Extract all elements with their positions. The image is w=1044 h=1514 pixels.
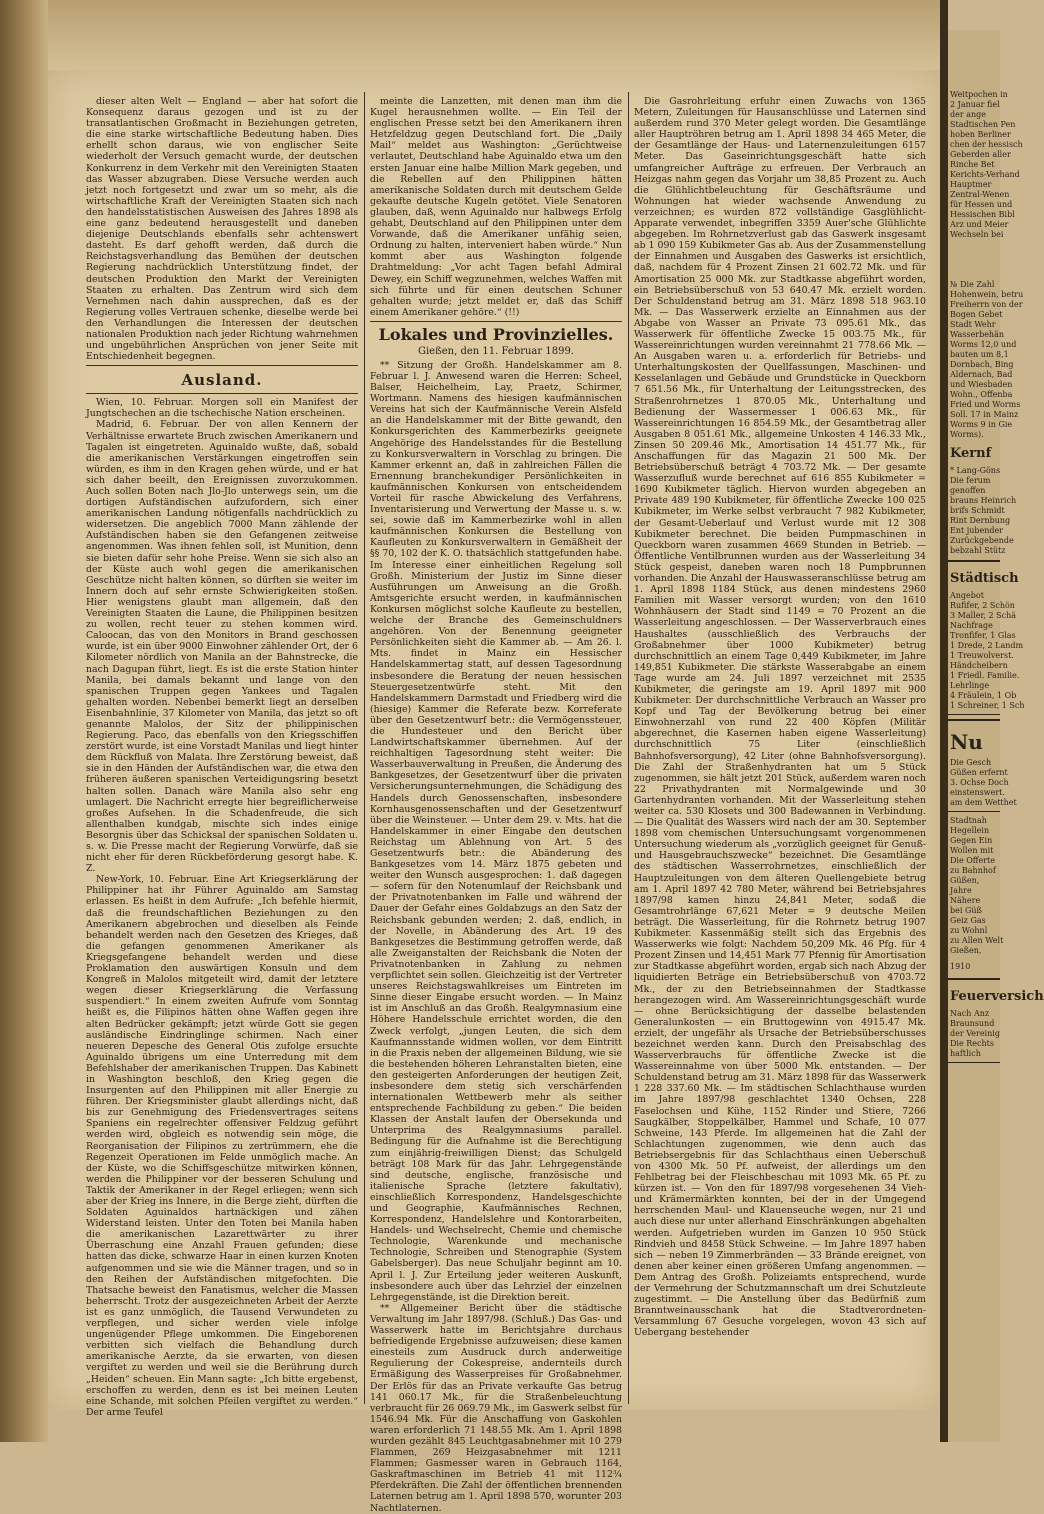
adjacent-heading: Nu bbox=[950, 730, 983, 754]
column-3 bbox=[634, 96, 926, 1339]
adjacent-text-line: Aldernach, Bad bbox=[950, 370, 1013, 379]
article-text: dieser alten Welt — England — aber hat sofort die Konsequenz daraus gezogen und ist zu der transatlantischen Großmacht in Beziehungen getreten, die eine starke wirtschaftliche Bedeutung haben. Dies erhellt schon daraus, wie von englischer Seite wiederholt der Versuch gemacht wurde, der deutschen Konkurrenz in dem Verkehr mit den Vereinigten Staaten das Wasser abzugraben. Diese Versuche werden auch jetzt noch fortgesetzt und zwar um so mehr, als die wirtschaftliche Kraft der Vereinigten Staaten sich nach den handelsstatistischen Ausweisen des Jahres 1898 als eine ganz bedeutend herausgestellt und daneben diejenige Deutschlands ebenfalls sehr achtenswert dasteht. Es darf gehofft werden, daß durch die Reichstagsverhandlung das Bemühen der deutschen Regierung nachdrücklich Unterstützung findet, der deutschen Produktion den Markt der Vereinigten Staaten zu erhalten. Das Zentrum wird sich dem Vernehmen nach dahin aussprechen, daß es der Regierung volles Vertrauen schenke, dieselbe werde bei den Verhandlungen die Interessen der deutschen nationalen Produktion nach jeder Richtung wahrnehmen und ungebührlichen Ansprüchen von jener Seite mit Entschiedenheit begegnen. bbox=[86, 96, 358, 363]
article-text: ** Sitzung der Großh. Handelskammer am 8. Februar l. J. Anwesend waren die Herren: Scheel, Balser, Heichelheim, Lay, Praetz, Schirmer, Wortmann. Namens des hiesigen kaufmännischen Vereins hat sich der Kaufmännische Verein Alsfeld an die Handelskammer mit der Bitte gewandt, den Konkursgerichten des Kammerbezirks geeignete Angehörige des Handelsstandes für die Bestellung zu Konkursverwaltern in Vorschlag zu bringen. Die Kammer erkennt an, daß in zahlreichen Fällen die Ernennung branchekundiger Persönlichkeiten in kaufmännischen Konkursen von entscheidendem Vorteil für rasche Abwickelung des Verfahrens, Inventarisierung und Verwertung der Masse u. s. w. sei, sowie daß im Kammerbezirke wohl in allen kaufmännischen Konkursen die Bestellung von Kaufleuten zu Konkursverwaltern in Gemäßheit der §§ 70, 102 der K. O. thatsächlich stattgefunden habe. Im Interesse einer einheitlichen Regelung soll Großh. Ministerium der Justiz im Sinne dieser Ausführungen um Anweisung an die Großh. Amtsgerichte ersucht werden, in kaufmännischen Konkursen möglichst solche Kaufleute zu bestellen, welche der Branche des Gemeinschuldners angehören. Von der Benennung geeigneter Persönlichkeiten sieht die Kammer ab. — Am 26. l. Mts. findet in Mainz ein Hessischer Handelskammertag statt, auf dessen Tagesordnung insbesondere die Beratung der neuen hessischen Steuergesetzentwürfe steht. Mit den Handelskammern Darmstadt und Friedberg wird die (hiesige) Kammer die Referate bezw. Korreferate über den Gesetzentwurf betr.: die Vermögenssteuer, die Hundesteuer und den Bericht über Landwirtschaftskammer übernehmen. Auf der reichhaltigen Tagesordnung steht weiter: Die Wasserbauverwaltung in Preußen, die Änderung des Bankgesetzes, der Gesetzentwurf über die privaten Versicherungsunternehmungen, die Schädigung des Handels durch Genossenschaften, insbesondere Kornhausgenossenschaften und der Gesetzentwurf über die Weinsteuer. — Unter dem 29. v. Mts. hat die Handelskammer in einer Eingabe den deutschen Reichstag um Ablehnung von Art. 5 des Gesetzentwurfs betr.: die Abänderung des Bankgesetzes vom 14. März 1875 gebeten und weiter den Wunsch ausgesprochen: 1. daß dagegen — sofern für den Notenumlauf der Reichsbank und der Privatnotenbanken im Falle und während der Dauer der Gefahr eines Goldabzugs an den Satz der Reichsbank gebunden werden; 2. daß, endlich, in der Novelle, in Abänderung des Art. 19 des Bankgesetzes die Bestimmung getroffen werde, daß alle Zweiganstalten der Reichsbank die Noten der Privatnotenbanken in Zahlung zu nehmen verpflichtet sein sollen. Gleichzeitig ist der Vertreter unseres Reichstagswahlkreises um Eintreten im Sinne dieser Eingabe ersucht worden. — In Mainz ist im Anschluß an das Großh. Realgymnasium eine Höhere Handelsschule errichtet worden, die den Zweck verfolgt, „jungen Leuten, die sich dem Kaufmannsstande widmen wollen, vor dem Eintritt in die Praxis neben der allgemeinen Bildung, wie sie die bestehenden höheren Lehranstalten bieten, eine den gesteigerten Anforderungen der heutigen Zeit, insbesondere dem stetig sich verschärfenden internationalen Wettbewerb mehr als seither entsprechende Fachbildung zu geben.“ Die beiden Klassen der Anstalt laufen der Obersekunda und Unterprima des Realgymnasiums parallel. Bedingung für die Aufnahme ist die Berechtigung zum einjährig-freiwilligen Dienst; das Schulgeld beträgt 108 Mark für das Jahr. Lehrgegenstände sind deutsche, englische, französische und italienische Sprache (letztere fakultativ), einschließlich Korrespondenz, Handelsgeschichte und Geographie, Kaufmännisches Rechnen, Korrespondenz, Handelslehre und Kontorarbeiten, Handels- und Wechselrecht, Chemie und chemische Technologie, Warenkunde und mechanische Technologie, Schreiben und Stenographie (System Gabelsberger). Das neue Schuljahr beginnt am 10. April l. J. Zur Erteilung jeder weiteren Auskunft, insbesondere auch über das Lehrziel der einzelnen Lehrgegenstände, ist die Direktion bereit. bbox=[370, 359, 622, 1303]
adjacent-text-line: der ange bbox=[950, 110, 986, 119]
adjacent-text-line: Angebot bbox=[950, 591, 984, 600]
adjacent-text-line: Gegen Ein bbox=[950, 836, 993, 845]
dateline: Gießen, den 11. Februar 1899. bbox=[417, 345, 574, 357]
adjacent-year: 1910 bbox=[950, 962, 971, 971]
adjacent-text-line: hoben Berliner bbox=[950, 130, 1011, 139]
adjacent-text-line: 4 Fräulein, 1 Ob bbox=[950, 691, 1017, 700]
article-text: ** Allgemeiner Bericht über die städtische Verwaltung im Jahr 1897/98. (Schluß.) Das Gas- und Wasserwerk hatte im Berichtsjahre durchaus befriedigende Ergebnisse aufzuweisen; diese kamen einesteils zum Ausdruck durch anderweitige Regulierung der Cokespreise, andernteils durch Ermäßigung des Wasserpreises für Großabnehmer. Der Erlös für das an Private verkaufte Gas betrug 141 060.17 Mk., für die Straßenbeleuchtung verbraucht für 26 069.79 Mk., im Gaswerk selbst für 1546.94 Mk. Für die Anschaffung von Gaskohlen waren erforderlich 71 148.55 Mk. Am 1. April 1898 wurden gezählt 845 Leuchtgasabnehmer mit 10 279 Flammen, 269 Heizgasabnehmer mit 1211 Flammen; Gasmesser waren in Gebrauch 1164, Gaskraftmaschinen im Betrieb 41 mit 112¾ Pferdekräften. Die Zahl der öffentlichen brennenden Laternen betrug am 1. April 1898 570, worunter 203 Nachtlaternen. bbox=[370, 1302, 622, 1514]
adjacent-text-line: am dem Wetthet bbox=[950, 798, 1017, 807]
adjacent-text-line: der Vereinig bbox=[950, 1029, 1000, 1038]
adjacent-text-line: Lehrlinge bbox=[950, 681, 990, 690]
adjacent-text-line: 2 Januar fiel bbox=[950, 100, 1000, 109]
adjacent-text-line: zu Bahnhof bbox=[950, 866, 996, 875]
adjacent-text-line: Hauptmer bbox=[950, 180, 992, 189]
adjacent-text-line: zu Wohnl bbox=[950, 926, 988, 935]
adjacent-text-line: brauns Heinrich bbox=[950, 496, 1017, 505]
adjacent-text-line: Braunsund bbox=[950, 1019, 995, 1028]
section-rule bbox=[86, 393, 358, 394]
adjacent-text-line: Nach Anz bbox=[950, 1009, 990, 1018]
adjacent-text-line: bei Güß bbox=[950, 906, 982, 915]
article-text: meinte die Lanzetten, mit denen man ihm die Kugel herausnehmen wollte. — Ein Teil der englischen Presse setzt bei den Amerikanern ihren Hetzfeldzug gegen Deutschland fort. Die „Daily Mail“ meldet aus Washington: „Gerüchtweise verlautet, Deutschland habe Aguinaldo etwa um den ersten Januar eine halbe Million Mark gegeben, und die Rebellen auf den Philippinen hätten amerikanische Soldaten durch mit deutschem Gelde gekaufte deutsche Kugeln getötet. Viele Senatoren glauben, daß, wenn Aguinaldo nur halbwegs Erfolg gehabt, Deutschland auf den Philippinen unter dem Vorwande, daß die Amerikaner unfähig seien, Ordnung zu halten, interveniert haben würde.“ Nun kommt aber aus Washington folgende Drahtmeldung: „Vor acht Tagen befahl Admiral Dewey, ein Schiff wegzunehmen, welches Waffen mit sich führte und für einen deutschen Schuner gehalten wurde; jetzt meldet er, daß das Schiff einem Amerikaner gehöre.“ (!!) bbox=[370, 96, 622, 318]
adjacent-text-line: zu Allen Welt bbox=[950, 936, 1004, 945]
adjacent-heading: Städtisch bbox=[950, 571, 1019, 586]
adjacent-text-line: Die Rechts bbox=[950, 1039, 994, 1048]
adjacent-text-line: Weitpochen in bbox=[950, 90, 1008, 99]
adjacent-text-line: Arz und Meier bbox=[950, 220, 1009, 229]
adjacent-heading: Feuerversich bbox=[950, 989, 1044, 1004]
adjacent-text-line: Ent jubender bbox=[950, 526, 1004, 535]
adjacent-text-line: Rinche Bet bbox=[950, 160, 995, 169]
adjacent-text-line: Rint Dernbung bbox=[950, 516, 1011, 525]
adjacent-text-line: Güßen, bbox=[950, 876, 980, 885]
page-binding bbox=[0, 0, 48, 1442]
column-1 bbox=[86, 96, 358, 1418]
adjacent-text-line: Die Gesch bbox=[950, 758, 992, 767]
adjacent-text-line: Stadtnah bbox=[950, 816, 987, 825]
adjacent-text-line: Zurückgebende bbox=[950, 536, 1014, 545]
adjacent-text-line: einstenswert. bbox=[950, 788, 1005, 797]
adjacent-text-line: Wollen mit bbox=[950, 846, 994, 855]
adjacent-text-line: Bogen Gebet bbox=[950, 310, 1003, 319]
adjacent-page-edge bbox=[948, 30, 1044, 1442]
adjacent-text-line: brifs Schmidt bbox=[950, 506, 1005, 515]
adjacent-text-line: haftlich bbox=[950, 1049, 981, 1058]
adjacent-text-line: Freiherrn von der bbox=[950, 300, 1023, 309]
adjacent-text-line: Gießen, bbox=[950, 946, 982, 955]
section-heading-ausland: Ausland. bbox=[181, 371, 263, 390]
adjacent-text-top bbox=[948, 90, 1023, 240]
adjacent-text-nu bbox=[948, 758, 1017, 808]
adjacent-text-line: Geberden aller bbox=[950, 150, 1011, 159]
adjacent-text-line: Wechseln bei bbox=[950, 230, 1004, 239]
column-divider bbox=[364, 92, 365, 1404]
adjacent-text-line: Fried und Worms bbox=[950, 400, 1021, 409]
adjacent-text-line: Zentral-Wenen bbox=[950, 190, 1010, 199]
adjacent-text-line: 1 Friedl. Familie. bbox=[950, 671, 1020, 680]
adjacent-text-line: Die ferum bbox=[950, 476, 991, 485]
article-text: Madrid, 6. Februar. Der von allen Kennern der Verhältnisse erwartete Bruch zwischen Amerikanern und Tagalen ist eingetreten. Aguinaldo wußte, daß, sobald die amerikanischen Verstärkungen eingetroffen sein würden, es ihm in den Kragen gehen würde, und er hat sich daher beeilt, den Ereignissen zuvorzukommen. Auch sollen Boten nach Jlo-Jlo unterwegs sein, um die dortigen Aufständischen aufzufordern, sich einer amerikanischen Landung nötigenfalls nachdrücklich zu widersetzen. Die angeblich 7000 Mann zählende der Aufständischen haben sie den Gefangenen zeitweise angenommen. Was ihnen fehlen soll, ist Munition, denn sie bieten dafür sehr hohe Preise. Wenn sie sich also an der Küste auch wohl gegen die amerikanischen Geschütze nicht halten können, so dürften sie weiter im Innern doch auf sehr ernste Schwierigkeiten stoßen. Hier wenigstens glaubt man allgemein, daß den Vereinigten Staaten die Laune, die Philippinen besitzen zu wollen, recht teuer zu stehen kommen wird. Caloocan, das von den Monitors in Brand geschossen wurde, ist ein über 9000 Einwohner zählender Ort, der 6 Kilometer nördlich von Manila an der Bahnstrecke, die nach Dagupan führt, liegt. Es ist die erste Station hinter Manila, bei damals bekannt und lange von den spanischen Truppen gegen Yankees und Tagalen gehalten worden. Nebenbei bemerkt liegt an derselben Eisenbahnlinie, 37 Kilometer von Manila, das jetzt so oft genannte Malolos, der Sitz der philippinischen Regierung. Paco, das ebenfalls von den Kriegsschiffen zerstört wurde, ist eine Vorstadt Manilas und liegt hinter dem Rückfluß von Malata. Ihre Zerstörung beweist, daß sie in den Händen der Aufständischen war, die etwa den früheren äußeren spanischen Verteidigungsring besetzt halten sollen. Danach wäre Manila also sehr eng umlagert. Die Nachricht erregte hier begreiflicherweise großes Aufsehen. In die Schadenfreude, die sich allenthalben kundgab, mischte sich indes einige Besorgnis über das Schicksal der spanischen Soldaten u. s. w. Die Presse macht der Regierung Vorwürfe, daß sie nicht eher für deren Rückbeförderung gesorgt habe. K. Z. bbox=[86, 419, 358, 875]
adjacent-text-line: Dornbach, Bing bbox=[950, 360, 1014, 369]
adjacent-text-line: Geiz Gas bbox=[950, 916, 986, 925]
adjacent-text-line: Worms 9 in Gie bbox=[950, 420, 1013, 429]
adjacent-text-line: * Lang-Göns bbox=[950, 466, 1001, 475]
page-top-edge bbox=[48, 0, 940, 70]
adjacent-text-market bbox=[948, 466, 1017, 556]
article-text: New-York, 10. Februar. Eine Art Kriegserklärung der Philippiner hat ihr Führer Aguinaldo am Samstag erlassen. Es heißt in dem Aufrufe: „Ich befehle hiermit, daß die freundschaftlichen Beziehungen zu den Amerikanern abgebrochen und dieselben als Feinde behandelt werden nach den Gesetzen des Krieges, daß die gefangen genommenen Amerikaner als Kriegsgefangene behandelt werden und diese Proklamation den auswärtigen Konsuln und dem Kongreß in Malolos mitgeteilt wird, damit der letztere wegen dieser Kriegserklärung die Verfassung suspendiert.“ In einem zweiten Aufrufe vom Sonntag heißt es, die Filipinos hätten ohne Waffen gegen ihre alten Bedrücker gekämpft; jetzt würde Gott sie gegen ausländische Eindringlinge schirmen. Nach einer neueren Depesche des General Otis zufolge ersuchte Aguinaldo übrigens um eine Unterredung mit dem Befehlshaber der amerikanischen Truppen. Das Kabinett in Washington beschloß, den Krieg gegen die Insurgenten auf den Philippinen mit aller Energie zu führen. Der Kriegsminister glaubt allerdings nicht, daß bis zur Genehmigung des Friedensvertrages seitens Spaniens ein regelrechter offensiver Feldzug geführt werden wird, obgleich es notwendig sein möge, die Reorganisation der Filipinos zu zertrümmern, ehe die Regenzeit Operationen im Felde unmöglich mache. An der Küste, wo die Schiffsgeschütze mitwirken können, werden die Philippiner vor der besseren Schulung und Taktik der Amerikaner in der Regel erliegen; wenn sich aber der Krieg ins Innere, in die Berge zieht, dürften die Soldaten Aguinaldos hartnäckigen und zähen Widerstand leisten. Unter den Toten bei Manila haben die amerikanischen Lazarettwärter zu ihrer Überraschung eine Anzahl Frauen gefunden; diese hatten das dicke, schwarze Haar in einen kurzen Knoten aufgenommen und sie wie die Männer tragen, und so in den Reihen der Aufständischen mitgefochten. Die Thatsache beweist den Fanatismus, welcher die Massen beherrscht. Trotz der ausgezeichneten Arbeit der Aerzte ist es ganz unmöglich, die Tausend Verwundeten zu verpflegen, und sicher werden viele infolge ungenügender Pflege umkommen. Die Eingeborenen verbitten sich vielfach die Behandlung durch amerikanische Aerzte, da sie erwarten, von diesen vergiftet zu werden und weil sie die Berührung durch „Heiden“ scheuen. Ein Mann sagte: „Ich bitte ergebenst, erschoffen zu werden, denn es ist bei meinen Leuten eine Schande, mit solchen Pfeilen vergiftet zu werden.“ Der arme Teufel bbox=[86, 874, 358, 1418]
adjacent-text-line: Nachfrage bbox=[950, 621, 993, 630]
adjacent-text-stadt bbox=[948, 591, 1025, 711]
column-2 bbox=[370, 96, 622, 1514]
adjacent-text-line: Rufifer, 2 Schön bbox=[950, 601, 1015, 610]
adjacent-text-line: und Wiesbaden bbox=[950, 380, 1013, 389]
section-heading-lokales: Lokales und Provinzielles. bbox=[378, 324, 614, 344]
adjacent-text-line: chen der hessisch bbox=[950, 140, 1023, 149]
adjacent-text-line: Stadtischen Pen bbox=[950, 120, 1016, 129]
adjacent-text-line: genoffen bbox=[950, 486, 986, 495]
article-text: Die Gasrohrleitung erfuhr einen Zuwachs von 1365 Metern, Zuleitungen für Hausanschlüsse und Laternen sind außerdem rund 370 Meter gelegt worden. Die Gesamtlänge aller Hauptröhren betrug am 1. April 1898 34 465 Meter, die der Gesamtlänge der Haus- und Laternenzuleitungen 6157 Meter. Das Gaseinrichtungsgeschäft hatte sich umfangreicher Aufträge zu erfreuen. Der Verbrauch an Heizgas nahm gegen das Vorjahr um 38,85 Prozent zu. Auch die Glühlichtbeleuchtung für Geschäftsräume und Wohnungen hat wieder wachsende Anwendung zu verzeichnen; es wurden 872 vollständige Gasglühlicht-Apparate verwendet, inbegriffen 3359 Auer'sche Glühlichte abgegeben. Im Rohrnetzverlust gab das Gaswerk insgesamt ab 1 090 159 Kubikmeter Gas ab. Aus der Zusammenstellung der Einnahmen und Ausgaben des Gaswerks ist ersichtlich, daß, nachdem für 4 Prozent Zinsen 21 602.72 Mk. und für Amortisation 25 000 Mk. zur Stadtkasse abgeführt worden, ein Betriebsüberschuß von 53 640.47 Mk. erzielt worden. Der Schuldenstand betrug am 31. März 1898 518 963.10 Mk. — Das Wasserwerk erzielte an Einnahmen aus der Abgabe von Wasser an Private 73 095.61 Mk., das Wasserwerk für öffentliche Zwecke 15 003.75 Mk., für Wassereinrichtungen wurden vereinnahmt 21 778.66 Mk. — An Ausgaben waren u. a. erforderlich für Betriebs- und Unterhaltungskosten der Quellfassungen, Maschinen- und Kesselanlagen und Gebäude und Grundstücke in Queckborn 7 651.56 Mk., für Unterhaltung der Leitungsstrecken, des Straßenrohrnetzes 1 870.05 Mk., Unterhaltung und Bedienung der Wassermesser 1 006.63 Mk., für Wassereinrichtungen 16 854.59 Mk., der Gesamtbetrag aller Ausgaben 8 051.61 Mk., allgemeine Unkosten 4 146.33 Mk., Zinsen 50 209.46 Mk., Amortisation 14 451.77 Mk., für Anschaffungen für das Magazin 21 500 Mk. Der Betriebsüberschuß beträgt 4 703.72 Mk. — Der gesamte Wasserzufluß wurde berechnet auf 616 855 Kubikmeter = 1690 Kubikmeter täglich. Hiervon wurden abgegeben an Private 489 190 Kubikmeter, für öffentliche Zwecke 100 025 Kubikmeter, im Werke selbst verbraucht 7 982 Kubikmeter, der Gesamt-Ueberlauf und Verlust wurde mit 12 308 Kubikmeter berechnet. Die beiden Pumpmaschinen in Queckborn waren zusammen 4669 Stunden in Betrieb. — Öffentliche Ventilbrunnen wurden aus der Wasserleitung 34 Stück gespeist, daneben waren noch 18 Pumpbrunnen vorhanden. Die Anzahl der Hauswasseranschlüsse betrug am 1. April 1898 1184 Stück, aus denen mindestens 2960 Familien mit Wasser versorgt wurden; von den 1610 Wohnhäusern der Stadt sind 1149 = 70 Prozent an die Wasserleitung angeschlossen. — Der Wasserverbrauch eines Haushaltes (ausschließlich des Verbrauchs der Großabnehmer über 1000 Kubikmeter) betrug durchschnittlich an einem Tage 0,449 Kubikmeter, im Jahre 149,851 Kubikmeter. Die stärkste Wasserabgabe an einem Tage wurde am 24. Juli 1897 verzeichnet mit 2535 Kubikmeter, die geringste am 19. April 1897 mit 900 Kubikmeter. Der durchschnittliche Verbrauch an Wasser pro Kopf und Tag der Bevölkerung betrug bei einer Einwohnerzahl von rund 22 400 Köpfen (Militär abgerechnet, die Kasernen haben eigene Wasserleitung) durchschnittlich 75 Liter (einschließlich Bahnhofsversorgung), 42 Liter (ohne Bahnhofsversorgung). Die Zahl der Straßenhydranten hat um 5 Stück zugenommen, sie hält jetzt 201 Stück, außerdem waren noch 22 Privathydranten mit Normalgewinde und 30 Gartenhydranten vorhanden. Mit der Wasserleitung stehen weiter ca. 530 Klosets und 300 Badewannen in Verbindung. — Die Qualität des Wassers wird nach der am 30. September 1898 vom chemischen Untersuchungsamt vorgenommenen Untersuchung wiederum als „vorzüglich geeignet für Genuß- und Hausgebrauchszwecke“ bezeichnet. Die Gesamtlänge des städtischen Wasserrohrnetzes, einschließlich der Hauptzuleitungen von dem älteren Quellengebiete betrug am 1. April 1897 42 780 Meter, während bei Betriebsjahres 1897/98 kamen hinzu 24,841 Meter, sodaß die Gesamtrohrlänge 67,621 Meter = 9 deutsche Meilen beträgt. Die Wasserleitung, für die Rohrnetz betrug 1907 Kubikmeter. Kassenmäßig stellt sich das Ergebnis des Wasserwerks wie folgt: Nachdem 50,209 Mk. 46 Pfg. für 4 Prozent Zinsen und 14,451 Mark 77 Pfennig für Amortisation zur Stadtkasse abgeführt worden, ergab sich nach Abzug der liquidierten Beträge ein Betriebsüberschuß von 4703.72 Mk., der zu den Betriebseinnahmen der Stadtkasse herangezogen wird. Am Wassereinrichtungsgeschäft wurde — ohne Berücksichtigung der dasselbe belastenden Generalunkosten — ein Bruttogewinn von 4915.47 Mk. erzielt, der ungefähr als Ursache der Betriebsüberschusses bezeichnet werden kann. Durch den Preisabschlag des Wasserverbrauchs für öffentliche Zwecke ist die Wassereinnahme von über 5000 Mk. entstanden. — Der Schuldenstand betrug am 31. März 1898 für das Wasserwerk 1 228 337.60 Mk. — Im städtischen Schlachthause wurden im Jahre 1897/98 geschlachtet 1340 Ochsen, 228 Faselochsen und Kühe, 1152 Rinder und Stiere, 7266 Saugkälber, Stoppelkälber, Hammel und Schafe, 10 077 Schweine, 143 Pferde. Im allgemeinen hat die Zahl der Schlachtungen zugenommen, wie denn auch das Betriebsergebnis für das Schlachthaus einen Ueberschuß von 4300 Mk. 50 Pf. aufweist, der allerdings um den Fehlbetrag bei der Fleischbeschau mit 1093 Mk. 65 Pf. zu kürzen ist. — Von den für 1897/98 vorgesehenen 34 Vieh- und Krämermärkten konnten, bei der in der Umgegend herrschenden Maul- und Klauenseuche wegen, nur 21 und auch diese nur unter allerhand Einschränkungen abgehalten werden. Aufgetrieben wurden im Ganzen 10 950 Stück Rindvieh und 8458 Stück Schweine. — Im Jahre 1897 haben sich — neben 19 Zimmerbränden — 33 Brände ereignet, von denen aber keiner einen größeren Umfang angenommen. — Dem Antrag des Großh. Polizeiamts entsprechend, wurde der Vermehrung der Schutzmannschaft um drei Schutzleute zugestimmt. — Die Anstellung über das Bedürfniß zum Branntweinausschank hat die Stadtverordneten-Versammlung 67 Gesuche vorgelegen, wovon 43 sich auf Uebergang bestehender bbox=[634, 96, 926, 1339]
adjacent-text-middle bbox=[948, 280, 1024, 440]
adjacent-text-line: 1 Treuwolverst. bbox=[950, 651, 1014, 660]
adjacent-text-line: Wohn., Offenba bbox=[950, 390, 1013, 399]
adjacent-text-line: Hessischen Bibl bbox=[950, 210, 1015, 219]
adjacent-text-line: Hegellein bbox=[950, 826, 990, 835]
adjacent-text-bottom bbox=[948, 816, 1004, 956]
adjacent-text-line: № Die Zahl bbox=[950, 280, 995, 289]
book-spine bbox=[940, 0, 948, 1442]
adjacent-text-line: 1 Schreiner, 1 Sch bbox=[950, 701, 1025, 710]
adjacent-text-line: für Hessen und bbox=[950, 200, 1013, 209]
adjacent-text-line: Wasserbehän bbox=[950, 330, 1004, 339]
adjacent-text-line: Jahre bbox=[950, 886, 972, 895]
adjacent-text-line: Händcheibern bbox=[950, 661, 1008, 670]
adjacent-text-line: 3 Maller, 2 Schä bbox=[950, 611, 1016, 620]
column-divider bbox=[628, 92, 629, 1404]
section-rule bbox=[370, 321, 622, 322]
adjacent-text-line: Güßen erfernt bbox=[950, 768, 1008, 777]
adjacent-text-line: Tronfifer, 1 Glas bbox=[950, 631, 1016, 640]
adjacent-text-line: Worms 12,0 und bbox=[950, 340, 1017, 349]
adjacent-text-line: Die Offerte bbox=[950, 856, 995, 865]
article-text: Wien, 10. Februar. Morgen soll ein Manifest der Jungtschechen an die tschechische Nation erscheinen. bbox=[86, 397, 358, 420]
adjacent-text-feuer bbox=[948, 1009, 1000, 1059]
adjacent-text-line: Worms). bbox=[950, 430, 984, 439]
adjacent-text-line: Hohenwein, betru bbox=[950, 290, 1024, 299]
adjacent-text-line: Kerichts-Verhand bbox=[950, 170, 1020, 179]
section-rule bbox=[86, 365, 358, 366]
adjacent-heading: Kernf bbox=[950, 446, 992, 461]
adjacent-text-line: Nähere bbox=[950, 896, 981, 905]
adjacent-text-line: bauten um 8,1 bbox=[950, 350, 1009, 359]
adjacent-text-line: 3. Ochse Doch bbox=[950, 778, 1009, 787]
adjacent-text-line: Stadt Wehr bbox=[950, 320, 996, 329]
adjacent-text-line: 1 Drede, 2 Landm bbox=[950, 641, 1024, 650]
adjacent-text-line: bebzahl Stütz bbox=[950, 546, 1006, 555]
adjacent-text-line: Soll. 17 in Mainz bbox=[950, 410, 1019, 419]
